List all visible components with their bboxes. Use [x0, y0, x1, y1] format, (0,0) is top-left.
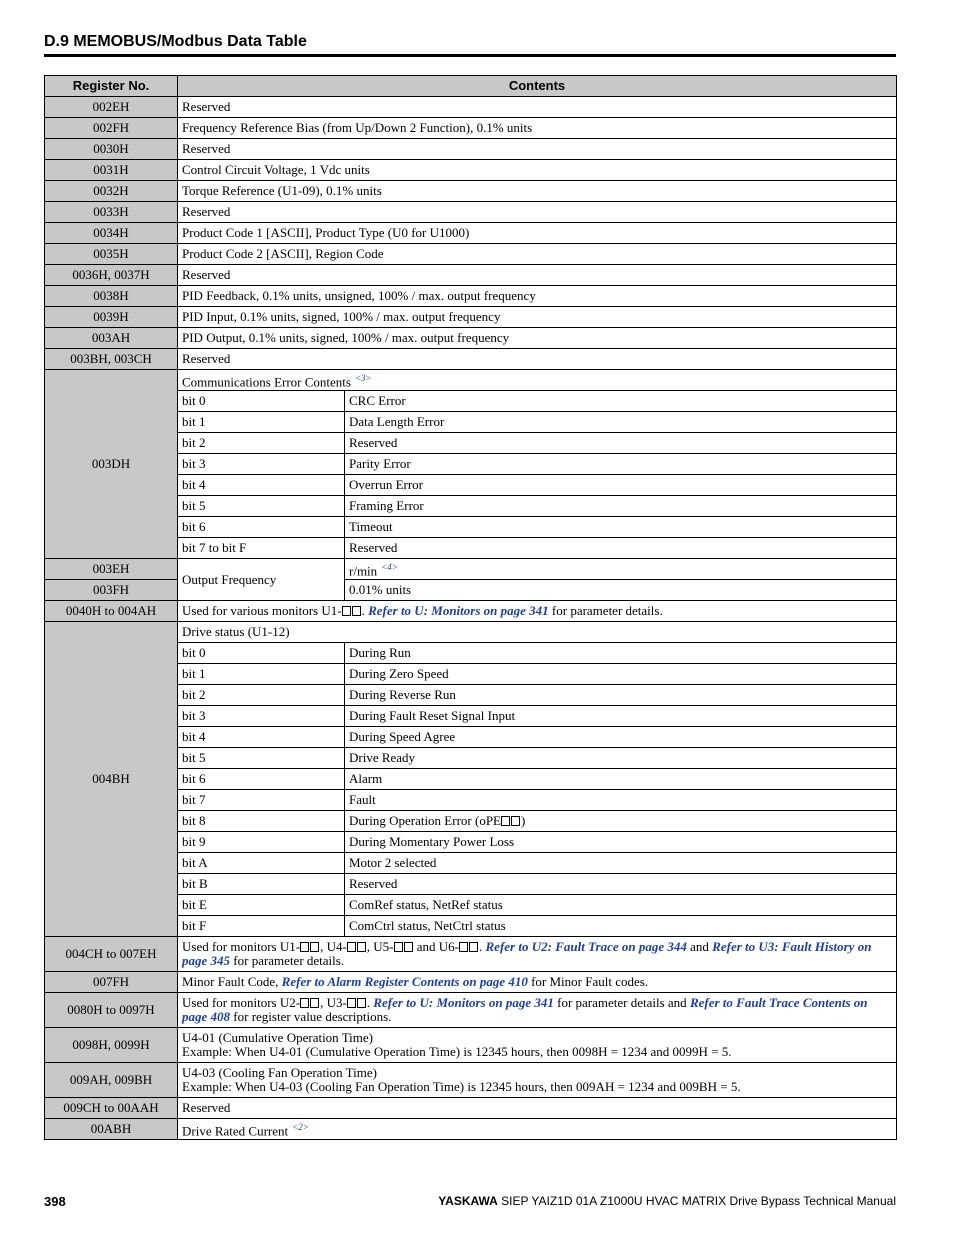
contents-text: Example: When U4-01 (Cumulative Operation Time) is 12345 hours, then 0098H = 1234 and 0099H = 5. [182, 1044, 732, 1059]
brand-name: YASKAWA [438, 1194, 498, 1208]
bit-cell: bit A [178, 853, 345, 874]
bit-cell: bit 0 [178, 643, 345, 664]
bit-desc-cell: Reserved [345, 433, 897, 454]
footnote-link[interactable]: <3> [354, 372, 372, 383]
bit-cell: bit B [178, 874, 345, 895]
table-row [45, 601, 897, 622]
bit-desc-cell: Reserved [345, 538, 897, 559]
contents-text: for parameter details. [230, 953, 345, 968]
register-cell: 0098H, 0099H [45, 1028, 178, 1063]
placeholder-box-icon [352, 606, 361, 616]
contents-cell [178, 1063, 897, 1098]
contents-cell [178, 1028, 897, 1063]
bit-cell: bit 3 [178, 454, 345, 475]
contents-text: Drive Rated Current [182, 1123, 289, 1139]
register-cell: 0035H [45, 244, 178, 265]
modbus-data-table [44, 75, 896, 1140]
footer-manual-title [438, 1194, 896, 1208]
table-row [45, 118, 897, 139]
bit-cell: bit 2 [178, 685, 345, 706]
bit-cell: bit F [178, 916, 345, 937]
table-row [45, 1119, 897, 1140]
placeholder-box-icon [342, 606, 351, 616]
contents-cell: Used for various monitors U1- . Refer to U: Monitors on page 341 for parameter details. [178, 601, 897, 622]
contents-cell: Reserved [178, 202, 897, 223]
contents-cell: Used for monitors U1- , U4- , U5- and U6- . Refer to U2: Fault Trace on page 344 and Refer to U3: Fault History on page 345 for parameter details. [178, 937, 897, 972]
table-row [45, 937, 897, 972]
bit-desc-cell: During Fault Reset Signal Input [345, 706, 897, 727]
contents-cell [178, 1119, 897, 1140]
contents-text: for Minor Fault codes. [527, 974, 649, 989]
contents-text: and [686, 939, 713, 954]
table-row [45, 993, 897, 1028]
contents-cell: Product Code 2 [ASCII], Region Code [178, 244, 897, 265]
placeholder-box-icon [394, 942, 403, 952]
bit-desc-cell: Parity Error [345, 454, 897, 475]
placeholder-box-icon [347, 942, 356, 952]
bit-cell: bit 5 [178, 748, 345, 769]
col-header-register: Register No. [45, 76, 178, 97]
bit-desc-cell: During Speed Agree [345, 727, 897, 748]
unit-cell [345, 559, 897, 580]
bit-cell: bit 3 [178, 706, 345, 727]
cross-reference-link[interactable]: Refer to Alarm Register Contents on page 410 [281, 974, 528, 989]
table-row [45, 972, 897, 993]
contents-text: , U3- [320, 995, 347, 1010]
table-row [45, 370, 897, 391]
bit-cell: bit 7 to bit F [178, 538, 345, 559]
bit-cell: bit 4 [178, 475, 345, 496]
table-row [45, 97, 897, 118]
footnote-link[interactable]: <2> [292, 1121, 309, 1132]
table-row [45, 328, 897, 349]
register-cell: 002EH [45, 97, 178, 118]
bit-cell: bit E [178, 895, 345, 916]
table-row [45, 223, 897, 244]
register-cell: 004BH [45, 622, 178, 937]
register-cell: 0038H [45, 286, 178, 307]
table-row [45, 1063, 897, 1098]
contents-cell: Frequency Reference Bias (from Up/Down 2 Function), 0.1% units [178, 118, 897, 139]
table-row [45, 622, 897, 643]
bit-desc-cell: Framing Error [345, 496, 897, 517]
placeholder-box-icon [511, 816, 520, 826]
bit-desc-cell: ComRef status, NetRef status [345, 895, 897, 916]
contents-cell: PID Feedback, 0.1% units, unsigned, 100% / max. output frequency [178, 286, 897, 307]
bit-desc-cell: Overrun Error [345, 475, 897, 496]
register-cell: 0030H [45, 139, 178, 160]
contents-cell: Reserved [178, 349, 897, 370]
bit-cell: bit 1 [178, 664, 345, 685]
register-cell: 0033H [45, 202, 178, 223]
table-row [45, 202, 897, 223]
header-rule [44, 54, 896, 57]
unit-cell: 0.01% units [345, 580, 897, 601]
contents-cell: PID Output, 0.1% units, signed, 100% / max. output frequency [178, 328, 897, 349]
table-row [45, 349, 897, 370]
register-cell: 003BH, 003CH [45, 349, 178, 370]
bit-desc-cell: During Reverse Run [345, 685, 897, 706]
register-cell: 009CH to 00AAH [45, 1098, 178, 1119]
bit-cell: bit 8 [178, 811, 345, 832]
bit-cell: bit 0 [178, 391, 345, 412]
register-cell: 009AH, 009BH [45, 1063, 178, 1098]
table-row [45, 307, 897, 328]
page-number: 398 [44, 1194, 66, 1209]
bit-cell: bit 1 [178, 412, 345, 433]
table-row [45, 1098, 897, 1119]
register-cell: 002FH [45, 118, 178, 139]
bit-desc-cell [345, 811, 897, 832]
bit-cell: bit 2 [178, 433, 345, 454]
footnote-link[interactable]: <4> [381, 561, 398, 572]
bit-desc-cell: During Run [345, 643, 897, 664]
table-row [45, 139, 897, 160]
bit-cell: bit 9 [178, 832, 345, 853]
bit-desc-cell: Drive Ready [345, 748, 897, 769]
register-cell: 003AH [45, 328, 178, 349]
placeholder-box-icon [347, 998, 356, 1008]
cross-reference-link[interactable]: Refer to Fault Trace Contents on page 408 [182, 995, 868, 1024]
bit-desc-cell: Data Length Error [345, 412, 897, 433]
table-row [45, 1028, 897, 1063]
contents-cell: Reserved [178, 97, 897, 118]
contents-text: U4-03 (Cooling Fan Operation Time) [182, 1065, 377, 1080]
placeholder-box-icon [310, 942, 319, 952]
contents-cell [178, 972, 897, 993]
register-cell: 003DH [45, 370, 178, 559]
cross-reference-link[interactable]: Refer to U2: Fault Trace on page 344 [485, 939, 687, 954]
cross-reference-link[interactable]: Refer to U: Monitors on page 341 [368, 603, 549, 618]
cross-reference-link[interactable]: Refer to U3: Fault History on page 345 [182, 939, 872, 968]
register-cell: 0039H [45, 307, 178, 328]
table-row [45, 265, 897, 286]
contents-cell: Product Code 1 [ASCII], Product Type (U0 for U1000) [178, 223, 897, 244]
bit-desc-cell: ComCtrl status, NetCtrl status [345, 916, 897, 937]
placeholder-box-icon [469, 942, 478, 952]
placeholder-box-icon [357, 998, 366, 1008]
bit-cell: bit 7 [178, 790, 345, 811]
contents-text: , U5- [366, 939, 394, 954]
register-cell: 0032H [45, 181, 178, 202]
placeholder-box-icon [404, 942, 413, 952]
register-cell: 00ABH [45, 1119, 178, 1140]
contents-text: and U6- [413, 939, 460, 954]
contents-cell: Output Frequency [178, 559, 345, 601]
group-title: Communications Error Contents [182, 374, 351, 390]
register-cell: 0034H [45, 223, 178, 244]
contents-cell: Control Circuit Voltage, 1 Vdc units [178, 160, 897, 181]
contents-text: for register value descriptions. [230, 1009, 392, 1024]
placeholder-box-icon [459, 942, 468, 952]
bit-desc-cell: Motor 2 selected [345, 853, 897, 874]
contents-text: , U4- [320, 939, 347, 954]
placeholder-box-icon [300, 942, 309, 952]
table-row [45, 160, 897, 181]
register-cell: 007FH [45, 972, 178, 993]
section-title: D.9 MEMOBUS/Modbus Data Table [44, 33, 307, 50]
bit-cell: bit 4 [178, 727, 345, 748]
bit-desc-cell: CRC Error [345, 391, 897, 412]
bit-desc-cell: Timeout [345, 517, 897, 538]
contents-text: Used for various monitors U1- [182, 603, 342, 618]
register-cell: 0040H to 004AH [45, 601, 178, 622]
register-cell: 003FH [45, 580, 178, 601]
table-row [45, 286, 897, 307]
manual-name: SIEP YAIZ1D 01A Z1000U HVAC MATRIX Drive Bypass Technical Manual [497, 1194, 896, 1208]
contents-cell: Reserved [178, 265, 897, 286]
contents-text: for parameter details. [548, 603, 663, 618]
register-cell: 004CH to 007EH [45, 937, 178, 972]
contents-cell: Used for monitors U2- , U3- . Refer to U: Monitors on page 341 for parameter details and Refer to Fault Trace Contents on page 408 for register value descriptions. [178, 993, 897, 1028]
bit-desc-cell: Reserved [345, 874, 897, 895]
placeholder-box-icon [501, 816, 510, 826]
unit-text: r/min [349, 563, 378, 579]
col-header-contents: Contents [178, 76, 897, 97]
bit-desc-text: During Operation Error (oPE [349, 813, 501, 828]
bit-desc-cell: Alarm [345, 769, 897, 790]
contents-cell: PID Input, 0.1% units, signed, 100% / max. output frequency [178, 307, 897, 328]
contents-text: Used for monitors U2- [182, 995, 301, 1010]
contents-text: U4-01 (Cumulative Operation Time) [182, 1030, 374, 1045]
table-row [45, 244, 897, 265]
bit-desc-cell: Fault [345, 790, 897, 811]
bit-desc-text: ) [521, 813, 526, 828]
contents-text: for parameter details and [553, 995, 690, 1010]
table-row [45, 580, 897, 601]
register-cell: 003EH [45, 559, 178, 580]
bit-cell: bit 6 [178, 769, 345, 790]
group-title: Drive status (U1-12) [178, 622, 897, 643]
placeholder-box-icon [310, 998, 319, 1008]
cross-reference-link[interactable]: Refer to U: Monitors on page 341 [373, 995, 554, 1010]
register-cell: 0031H [45, 160, 178, 181]
placeholder-box-icon [300, 998, 309, 1008]
bit-cell: bit 5 [178, 496, 345, 517]
table-row [45, 181, 897, 202]
contents-cell: Reserved [178, 1098, 897, 1119]
placeholder-box-icon [357, 942, 366, 952]
contents-text: Example: When U4-03 (Cooling Fan Operation Time) is 12345 hours, then 009AH = 1234 and 009BH = 5. [182, 1079, 741, 1094]
bit-desc-cell: During Momentary Power Loss [345, 832, 897, 853]
contents-cell [178, 370, 897, 391]
contents-text: Used for monitors U1- [182, 939, 301, 954]
bit-desc-cell: During Zero Speed [345, 664, 897, 685]
contents-text: Minor Fault Code, [182, 974, 282, 989]
contents-cell: Reserved [178, 139, 897, 160]
register-cell: 0036H, 0037H [45, 265, 178, 286]
contents-cell: Torque Reference (U1-09), 0.1% units [178, 181, 897, 202]
table-row [45, 559, 897, 580]
register-cell: 0080H to 0097H [45, 993, 178, 1028]
table-header-row [45, 76, 897, 97]
bit-cell: bit 6 [178, 517, 345, 538]
